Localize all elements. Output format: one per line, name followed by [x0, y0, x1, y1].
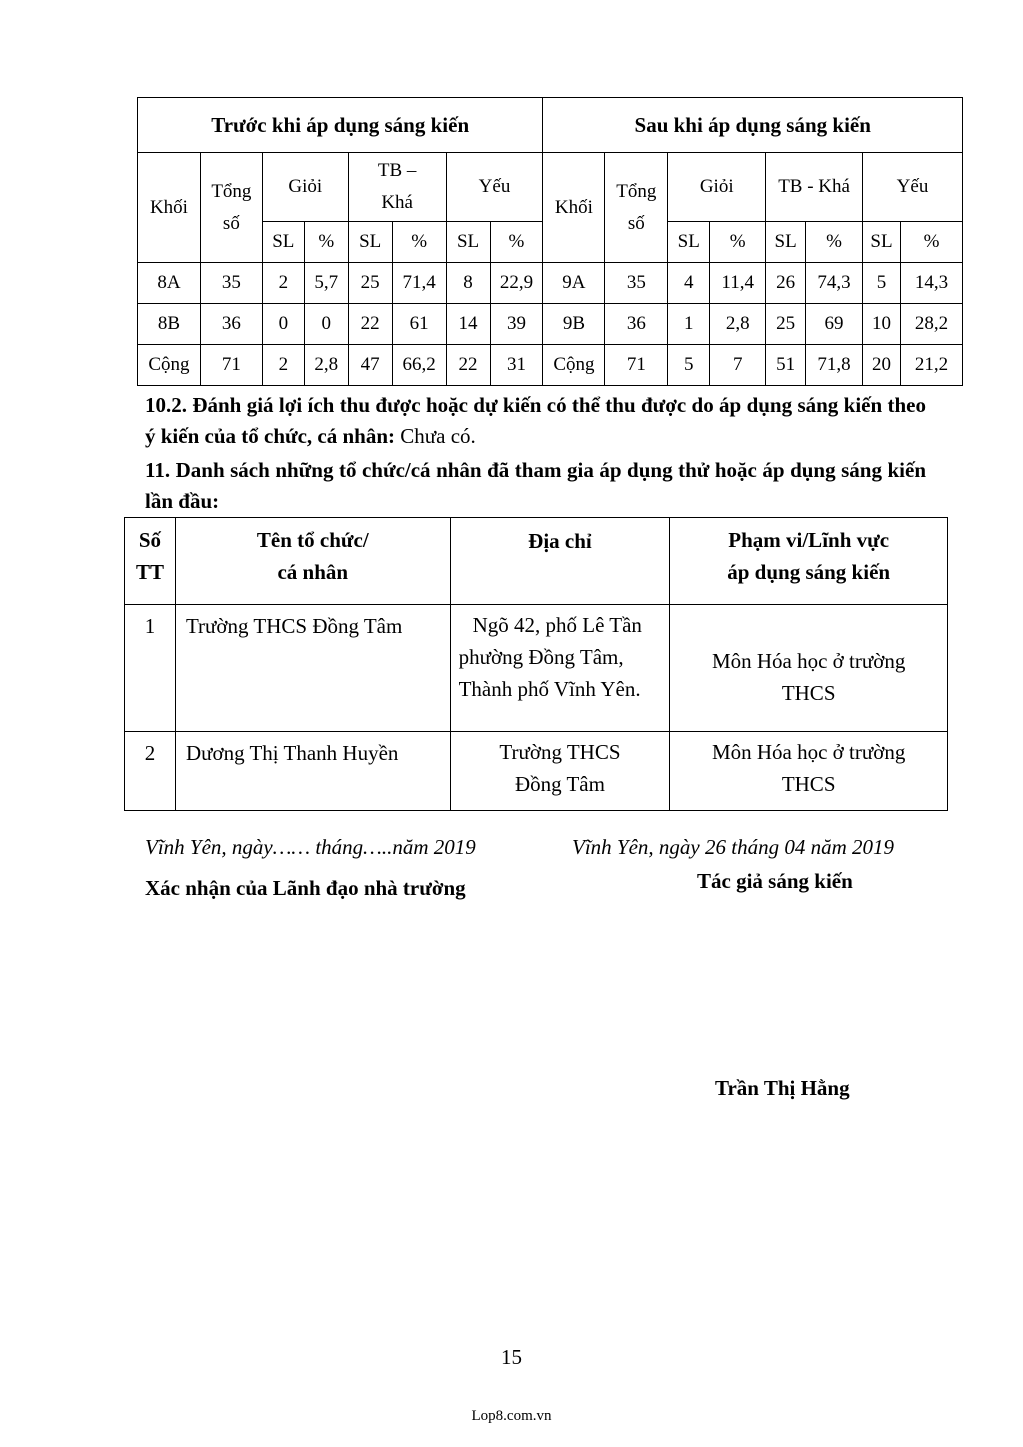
cell: 71,4: [392, 263, 446, 304]
col-tbkha-line2: Khá: [381, 192, 413, 213]
cell: 36: [200, 304, 262, 345]
results-comparison-table: [137, 97, 963, 386]
right-date-line: Vĩnh Yên, ngày 26 tháng 04 năm 2019: [572, 835, 894, 859]
before-title: Trước khi áp dụng sáng kiến: [138, 98, 543, 153]
cell: 22: [446, 345, 490, 386]
cell: 5,7: [304, 263, 348, 304]
cell: 20: [863, 345, 901, 386]
cell: 21,2: [900, 345, 962, 386]
table-row: [125, 732, 948, 811]
participants-header-row: [125, 518, 948, 605]
header-scope-line1: Phạm vi/Lĩnh vực: [728, 528, 890, 552]
header-stt-line1: Số: [138, 528, 162, 552]
author-name: Trần Thị Hằng: [715, 1076, 850, 1100]
cell: 22: [348, 304, 392, 345]
col-yeu-after: Yếu: [863, 153, 963, 222]
section-10-2-paragraph: [145, 390, 926, 452]
cell: 28,2: [900, 304, 962, 345]
cell: 5: [668, 345, 710, 386]
header-name: [175, 518, 450, 605]
header-scope-line2: áp dụng sáng kiến: [727, 560, 891, 584]
cell-address: [450, 605, 670, 732]
cell-name: Dương Thị Thanh Huyền: [175, 732, 450, 811]
col-gioi-after: Giỏi: [668, 153, 766, 222]
col-tong-line1: Tổng: [211, 180, 252, 202]
cell-scope: [670, 732, 948, 811]
cell: 39: [490, 304, 543, 345]
cell: Cộng: [138, 345, 201, 386]
cell: 0: [262, 304, 304, 345]
cell: 71,8: [806, 345, 863, 386]
cell: 2: [262, 345, 304, 386]
cell: 47: [348, 345, 392, 386]
sub-sl: SL: [766, 222, 806, 263]
cell: 9B: [543, 304, 605, 345]
header-address: Địa chỉ: [450, 518, 670, 605]
table-row: [138, 345, 963, 386]
col-tong-after: [605, 153, 668, 263]
sub-pct: %: [304, 222, 348, 263]
cell-scope: [670, 605, 948, 732]
footer-site-name: Lop8.com.vn: [471, 1408, 552, 1424]
cell: 9A: [543, 263, 605, 304]
address-line: Ngõ 42, phố Lê Tần: [472, 613, 642, 637]
sub-sl: SL: [262, 222, 304, 263]
cell: 8: [446, 263, 490, 304]
cell: 14,3: [900, 263, 962, 304]
cell: 0: [304, 304, 348, 345]
sub-pct: %: [490, 222, 543, 263]
table-row: [138, 304, 963, 345]
scope-line: Môn Hóa học ở trường: [711, 740, 906, 764]
sub-sl: SL: [348, 222, 392, 263]
cell: 1: [668, 304, 710, 345]
cell: 51: [766, 345, 806, 386]
cell: 22,9: [490, 263, 543, 304]
col-tong-before: [200, 153, 262, 263]
cell-stt: 1: [125, 605, 176, 732]
col-khoi-after: Khối: [543, 153, 605, 263]
cell: 35: [200, 263, 262, 304]
cell: 25: [348, 263, 392, 304]
address-line: Trường THCS: [499, 740, 621, 764]
col-tbkha-after: TB - Khá: [766, 153, 863, 222]
section-10-2-answer: Chưa có.: [395, 424, 476, 448]
left-date-line: Vĩnh Yên, ngày…… tháng…..năm 2019: [145, 835, 476, 859]
col-tong-line2: số: [627, 212, 645, 234]
scope-line: THCS: [781, 681, 836, 705]
left-signature-title: Xác nhận của Lãnh đạo nhà trường: [145, 876, 466, 900]
sub-sl: SL: [446, 222, 490, 263]
sub-sl: SL: [863, 222, 901, 263]
cell: 69: [806, 304, 863, 345]
cell: 66,2: [392, 345, 446, 386]
header-stt-line2: TT: [135, 560, 164, 584]
col-khoi-before: Khối: [138, 153, 201, 263]
cell: 11,4: [710, 263, 766, 304]
col-yeu-before: Yếu: [446, 153, 543, 222]
cell: 4: [668, 263, 710, 304]
section-11-heading: 11. Danh sách những tổ chức/cá nhân đã tham gia áp dụng thử hoặc áp dụng sáng kiến lần đầu:: [145, 458, 926, 513]
sub-pct: %: [900, 222, 962, 263]
section-10-2-heading: 10.2. Đánh giá lợi ích thu được hoặc dự kiến có thể thu được do áp dụng sáng kiến theo ý kiến của tổ chức, cá nhân:: [145, 393, 926, 448]
cell: Cộng: [543, 345, 605, 386]
sub-pct: %: [710, 222, 766, 263]
cell: 2: [262, 263, 304, 304]
participants-table: [124, 517, 948, 811]
cell: 25: [766, 304, 806, 345]
right-signature-title: Tác giả sáng kiến: [697, 869, 853, 893]
cell: 8B: [138, 304, 201, 345]
table-row: [138, 263, 963, 304]
cell: 2,8: [304, 345, 348, 386]
cell: 74,3: [806, 263, 863, 304]
cell: 10: [863, 304, 901, 345]
after-title: Sau khi áp dụng sáng kiến: [543, 98, 963, 153]
cell-name: Trường THCS Đồng Tâm: [175, 605, 450, 732]
section-11-paragraph: [145, 455, 926, 517]
address-line: phường Đồng Tâm,: [458, 645, 624, 669]
col-tong-line2: số: [222, 212, 240, 234]
results-title-row: [138, 98, 963, 153]
header-name-line1: Tên tổ chức/: [256, 528, 369, 552]
sub-pct: %: [392, 222, 446, 263]
sub-sl: SL: [668, 222, 710, 263]
page-number: 15: [501, 1345, 522, 1369]
cell: 71: [605, 345, 668, 386]
cell: 26: [766, 263, 806, 304]
results-header-row: [138, 153, 963, 222]
header-scope: [670, 518, 948, 605]
col-tbkha-line1: TB –: [377, 160, 417, 181]
col-tbkha-before: [348, 153, 446, 222]
address-line: Thành phố Vĩnh Yên.: [458, 677, 641, 701]
scope-line: THCS: [781, 772, 836, 796]
cell: 14: [446, 304, 490, 345]
cell-stt: 2: [125, 732, 176, 811]
header-name-line2: cá nhân: [277, 560, 349, 584]
cell: 2,8: [710, 304, 766, 345]
cell: 35: [605, 263, 668, 304]
scope-line: Môn Hóa học ở trường: [711, 649, 906, 673]
cell: 7: [710, 345, 766, 386]
address-line: Đồng Tâm: [514, 772, 605, 796]
col-gioi-before: Giỏi: [262, 153, 348, 222]
cell: 36: [605, 304, 668, 345]
cell: 8A: [138, 263, 201, 304]
col-tong-line1: Tổng: [616, 180, 657, 202]
cell: 71: [200, 345, 262, 386]
cell: 61: [392, 304, 446, 345]
cell-address: [450, 732, 670, 811]
table-row: [125, 605, 948, 732]
header-stt: [125, 518, 176, 605]
sub-pct: %: [806, 222, 863, 263]
cell: 31: [490, 345, 543, 386]
cell: 5: [863, 263, 901, 304]
